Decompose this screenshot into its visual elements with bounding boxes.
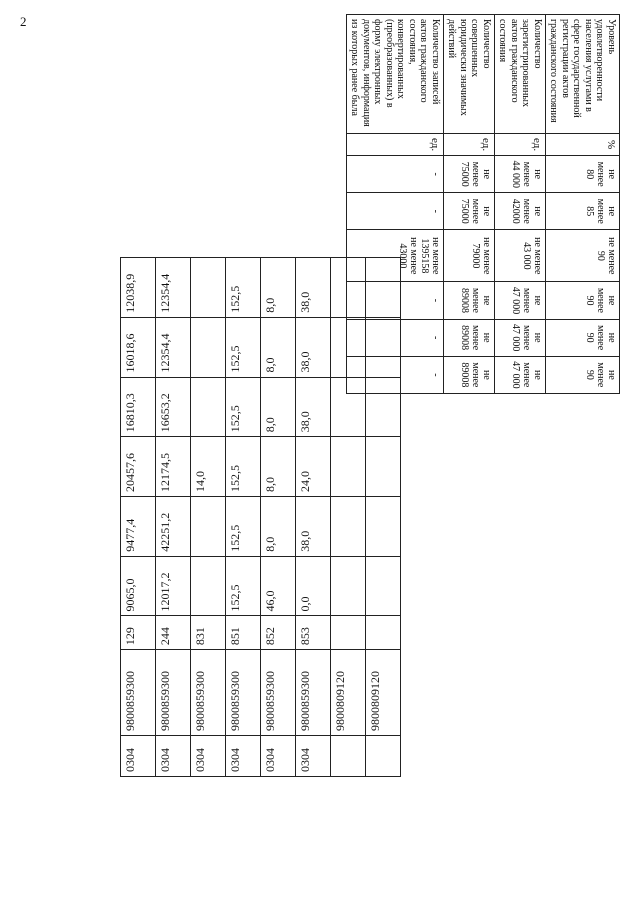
indicator-value: - [347,319,444,356]
page-number: 2 [20,14,27,29]
amount: 12174,5 [156,437,191,497]
indicator-row [347,15,444,394]
amount: 38,0 [296,258,331,318]
target-article-code: 9800859300 [156,650,191,736]
indicator-unit: ед. [347,134,444,156]
indicator-value: не менее 90 [546,282,620,319]
indicator-value: не менее 43 000 [495,230,546,282]
amount: 9477,4 [121,497,156,557]
indicator-value: не менее 89008 [444,356,495,393]
indicator-value: - [347,193,444,230]
target-article-code: 9800859300 [296,650,331,736]
amount: 12354,4 [156,258,191,318]
indicator-row [444,15,495,394]
section-code: 0304 [156,735,191,776]
section-code: 0304 [121,735,156,776]
indicator-value: не менее 89008 [444,282,495,319]
amount: 38,0 [296,317,331,377]
expense-type-code: 853 [296,616,331,650]
target-article-code: 9800859300 [121,650,156,736]
indicator-label: Количество совершенных юридически значимых действий [444,15,495,134]
amount: 38,0 [296,377,331,437]
section-code: 0304 [191,735,226,776]
indicator-value: - [347,156,444,193]
indicator-unit: ед. [495,134,546,156]
amount: 8,0 [261,258,296,318]
indicators-table [346,14,620,394]
indicator-value: не менее 90 [546,319,620,356]
amount: 8,0 [261,317,296,377]
amount: 152,5 [226,377,261,437]
amount: 152,5 [226,497,261,557]
indicator-value: не менее 79000 [444,230,495,282]
amount: 12017,2 [156,556,191,616]
indicator-value: не менее 47 000 [495,319,546,356]
amount: 16018,6 [121,317,156,377]
section-code: 0304 [296,735,331,776]
target-article-code: 9800859300 [226,650,261,736]
indicator-unit: % [546,134,620,156]
amount: 14,0 [191,437,226,497]
section-code: 0304 [226,735,261,776]
target-article-code: 9800859300 [261,650,296,736]
indicator-value: - [347,356,444,393]
amount: 12038,9 [121,258,156,318]
indicator-value: не менее 44 000 [495,156,546,193]
amount: 152,5 [226,556,261,616]
indicator-label: Количество зарегистрированных актов гражданского состояния [495,15,546,134]
indicator-row [546,15,620,394]
indicator-value: не менее 75000 [444,193,495,230]
indicator-value: не менее 75000 [444,156,495,193]
amount: 8,0 [261,437,296,497]
target-article-code: 9800859300 [191,650,226,736]
indicator-label: Уровень удовлетворенности населения услугами в сфере государственной регистрации актов гражданского состояния [546,15,620,134]
indicator-label: Количество записей актов гражданского состояния, конвертированных (преобразованных) в форму электронных документов, информация из которых ранее была [347,15,444,134]
indicator-value: не менее 47 000 [495,282,546,319]
amount: 152,5 [226,317,261,377]
expense-type-code: 129 [121,616,156,650]
amount: 24,0 [296,437,331,497]
amount: 38,0 [296,497,331,557]
indicator-value: не менее 80 [546,156,620,193]
indicator-value: не менее 42000 [495,193,546,230]
amount: 9065,0 [121,556,156,616]
amount: 152,5 [226,258,261,318]
amount: 46,0 [261,556,296,616]
expense-type-code: 852 [261,616,296,650]
amount: 20457,6 [121,437,156,497]
target-article-code: 9800809120 [331,650,366,736]
indicator-row [495,15,546,394]
amount: 16653,2 [156,377,191,437]
indicator-value: не менее 90 [546,356,620,393]
indicator-unit: ед. [444,134,495,156]
indicator-value: не менее 1395158 не менее 43000 [347,230,444,282]
section-code: 0304 [261,735,296,776]
indicator-value: не менее 89008 [444,319,495,356]
expense-type-code: 244 [156,616,191,650]
amount: 42251,2 [156,497,191,557]
target-article-code: 9800809120 [366,650,401,736]
amount: 16810,3 [121,377,156,437]
amount: 152,5 [226,437,261,497]
indicator-value: не менее 90 [546,230,620,282]
amount: 8,0 [261,377,296,437]
expense-type-code: 831 [191,616,226,650]
indicator-value: - [347,282,444,319]
indicator-value: не менее 85 [546,193,620,230]
amount: 12354,4 [156,317,191,377]
amount: 8,0 [261,497,296,557]
expense-type-code: 851 [226,616,261,650]
amount: 0,0 [296,556,331,616]
indicator-value: не менее 47 000 [495,356,546,393]
